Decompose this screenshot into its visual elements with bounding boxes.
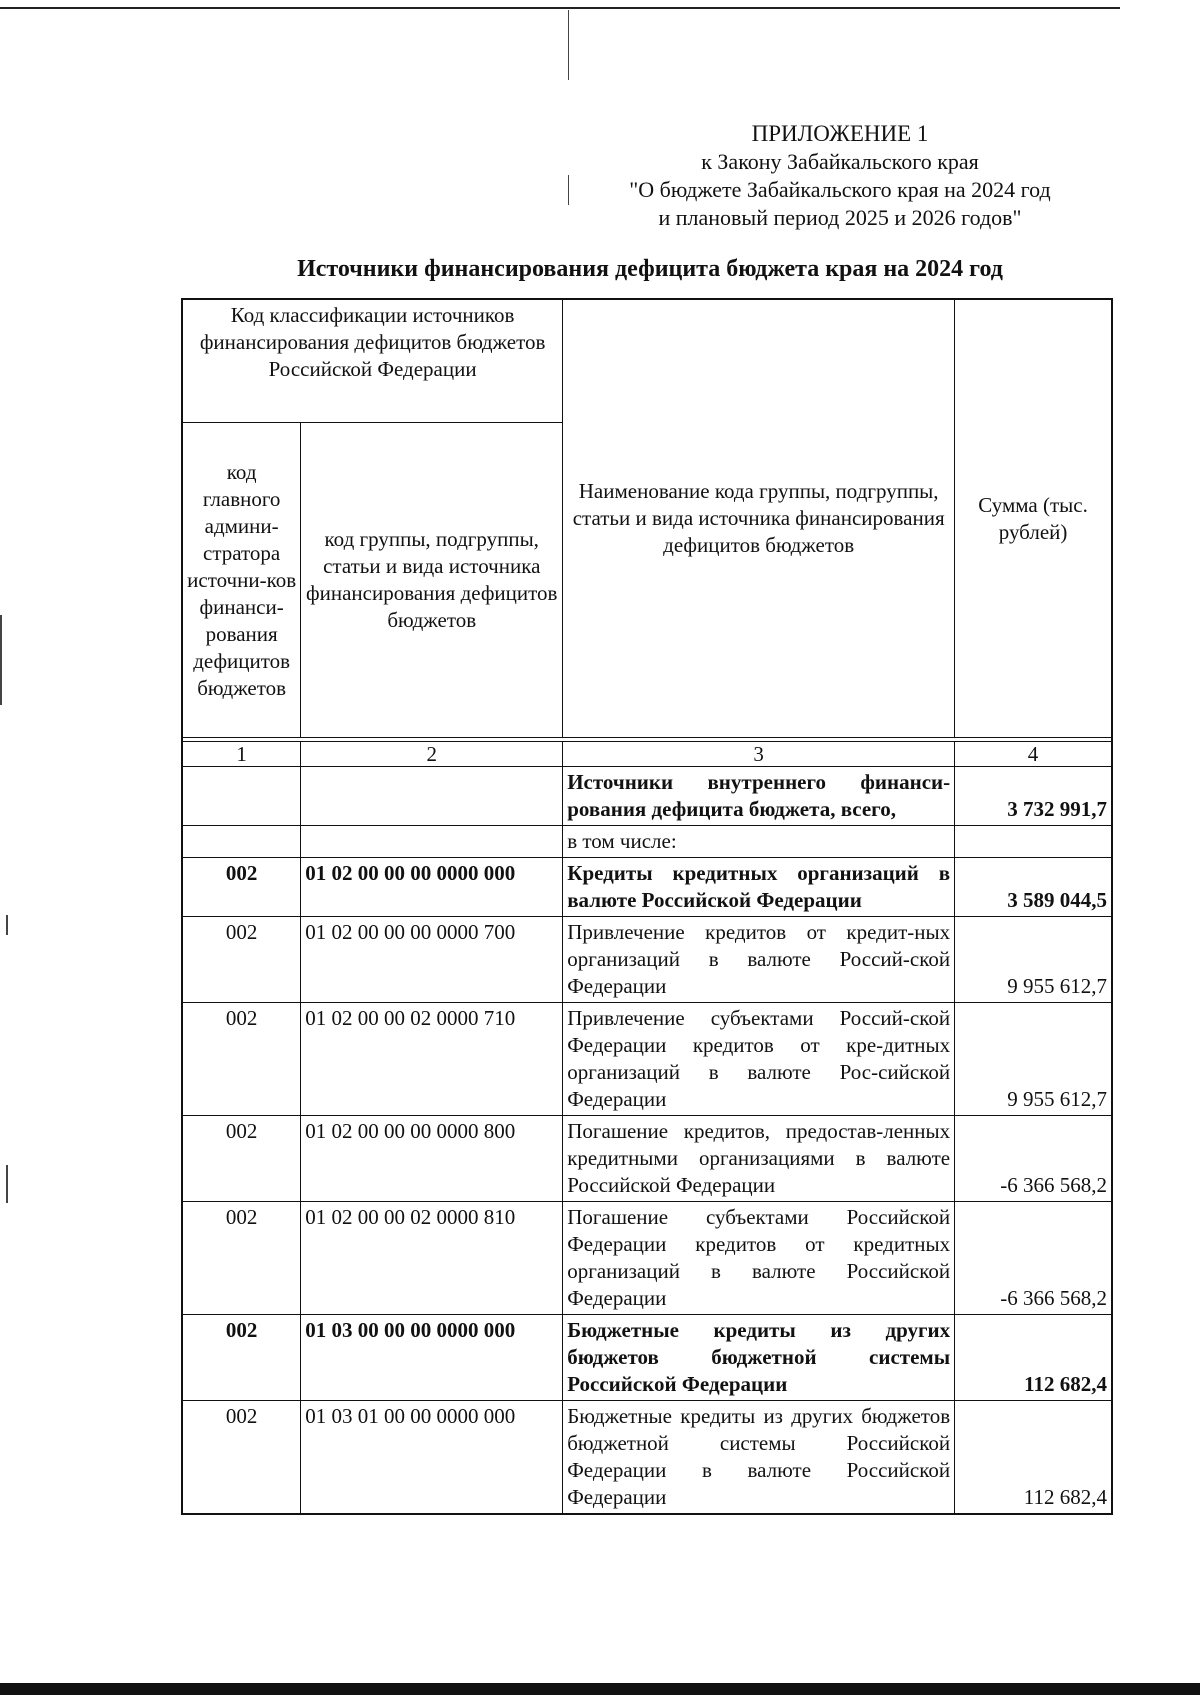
row-name: Привлечение кредитов от кредит-ных организаций в валюте Россий-ской Федерации [563, 917, 955, 1003]
row-admin-code: 002 [182, 1003, 301, 1116]
table-row [182, 1315, 1112, 1401]
row-sum: 9 955 612,7 [955, 917, 1112, 1003]
appendix-title: ПРИЛОЖЕНИЕ 1 [751, 121, 929, 146]
table-row [182, 858, 1112, 917]
total-row-sum: 3 732 991,7 [955, 767, 1112, 826]
row-name: Погашение субъектами Российской Федерации кредитов от кредитных организаций в валюте Российской Федерации [563, 1202, 955, 1315]
total-row-name: Источники внутреннего финанси-рования дефицита бюджета, всего, [563, 767, 955, 826]
row-name: Привлечение субъектами Россий-ской Федерации кредитов от кре-дитных организаций в валюте Рос-сийской Федерации [563, 1003, 955, 1116]
total-row [182, 767, 1112, 826]
table-row [182, 917, 1112, 1003]
scan-artifact-line [6, 915, 8, 935]
appendix-line-2: "О бюджете Забайкальского края на 2024 год [629, 177, 1051, 202]
row-name: Бюджетные кредиты из других бюджетов бюджетной системы Российской Федерации [563, 1315, 955, 1401]
table-header-row [182, 299, 1112, 423]
header-classification-group: Код классификации источников финансирования дефицитов бюджетов Российской Федерации [182, 299, 563, 423]
row-name: Кредиты кредитных организаций в валюте Российской Федерации [563, 858, 955, 917]
appendix-line-1: к Закону Забайкальского края [701, 149, 979, 174]
header-group-code-column: код группы, подгруппы, статьи и вида источника финансирования дефицитов бюджетов [301, 423, 563, 738]
appendix-header [560, 120, 1120, 232]
scan-artifact-line [6, 1165, 8, 1203]
row-admin-code: 002 [182, 1202, 301, 1315]
row-sum: 112 682,4 [955, 1401, 1112, 1515]
header-sum-column: Сумма (тыс. рублей) [955, 299, 1112, 738]
column-number-row [182, 742, 1112, 767]
row-group-code: 01 03 01 00 00 0000 000 [301, 1401, 563, 1515]
column-number: 2 [301, 742, 563, 767]
row-sum: -6 366 568,2 [955, 1116, 1112, 1202]
including-row [182, 826, 1112, 858]
table-row [182, 1003, 1112, 1116]
scan-artifact-line [0, 615, 2, 705]
header-name-column: Наименование кода группы, подгруппы, статьи и вида источника финансирования дефицитов бюджетов [563, 299, 955, 738]
row-sum: 9 955 612,7 [955, 1003, 1112, 1116]
table-row [182, 1202, 1112, 1315]
table-body [182, 858, 1112, 1515]
row-admin-code: 002 [182, 1116, 301, 1202]
row-sum: -6 366 568,2 [955, 1202, 1112, 1315]
row-group-code: 01 02 00 00 00 0000 700 [301, 917, 563, 1003]
scan-artifact-line [568, 10, 569, 80]
table-row [182, 1116, 1112, 1202]
document-title: Источники финансирования дефицита бюджета края на 2024 год [297, 256, 1003, 282]
scan-top-edge [0, 7, 1120, 9]
row-group-code: 01 03 00 00 00 0000 000 [301, 1315, 563, 1401]
column-number: 3 [563, 742, 955, 767]
column-number: 4 [955, 742, 1112, 767]
row-name: Погашение кредитов, предостав-ленных кредитными организациями в валюте Российской Федерации [563, 1116, 955, 1202]
row-sum: 3 589 044,5 [955, 858, 1112, 917]
row-name: Бюджетные кредиты из других бюджетов бюджетной системы Российской Федерации в валюте Российской Федерации [563, 1401, 955, 1515]
row-group-code: 01 02 00 00 02 0000 710 [301, 1003, 563, 1116]
scan-bottom-edge [0, 1683, 1200, 1695]
table-row [182, 1401, 1112, 1515]
column-number: 1 [182, 742, 301, 767]
budget-sources-table [181, 298, 1113, 1515]
appendix-line-3: и плановый период 2025 и 2026 годов" [658, 205, 1022, 230]
row-admin-code: 002 [182, 1401, 301, 1515]
row-admin-code: 002 [182, 1315, 301, 1401]
header-admin-code-column: код главного админи-стратора источни-ков финанси-рования дефицитов бюджетов [182, 423, 301, 738]
row-admin-code: 002 [182, 917, 301, 1003]
row-admin-code: 002 [182, 858, 301, 917]
row-group-code: 01 02 00 00 00 0000 800 [301, 1116, 563, 1202]
row-sum: 112 682,4 [955, 1315, 1112, 1401]
including-label: в том числе: [563, 826, 955, 858]
row-group-code: 01 02 00 00 00 0000 000 [301, 858, 563, 917]
row-group-code: 01 02 00 00 02 0000 810 [301, 1202, 563, 1315]
